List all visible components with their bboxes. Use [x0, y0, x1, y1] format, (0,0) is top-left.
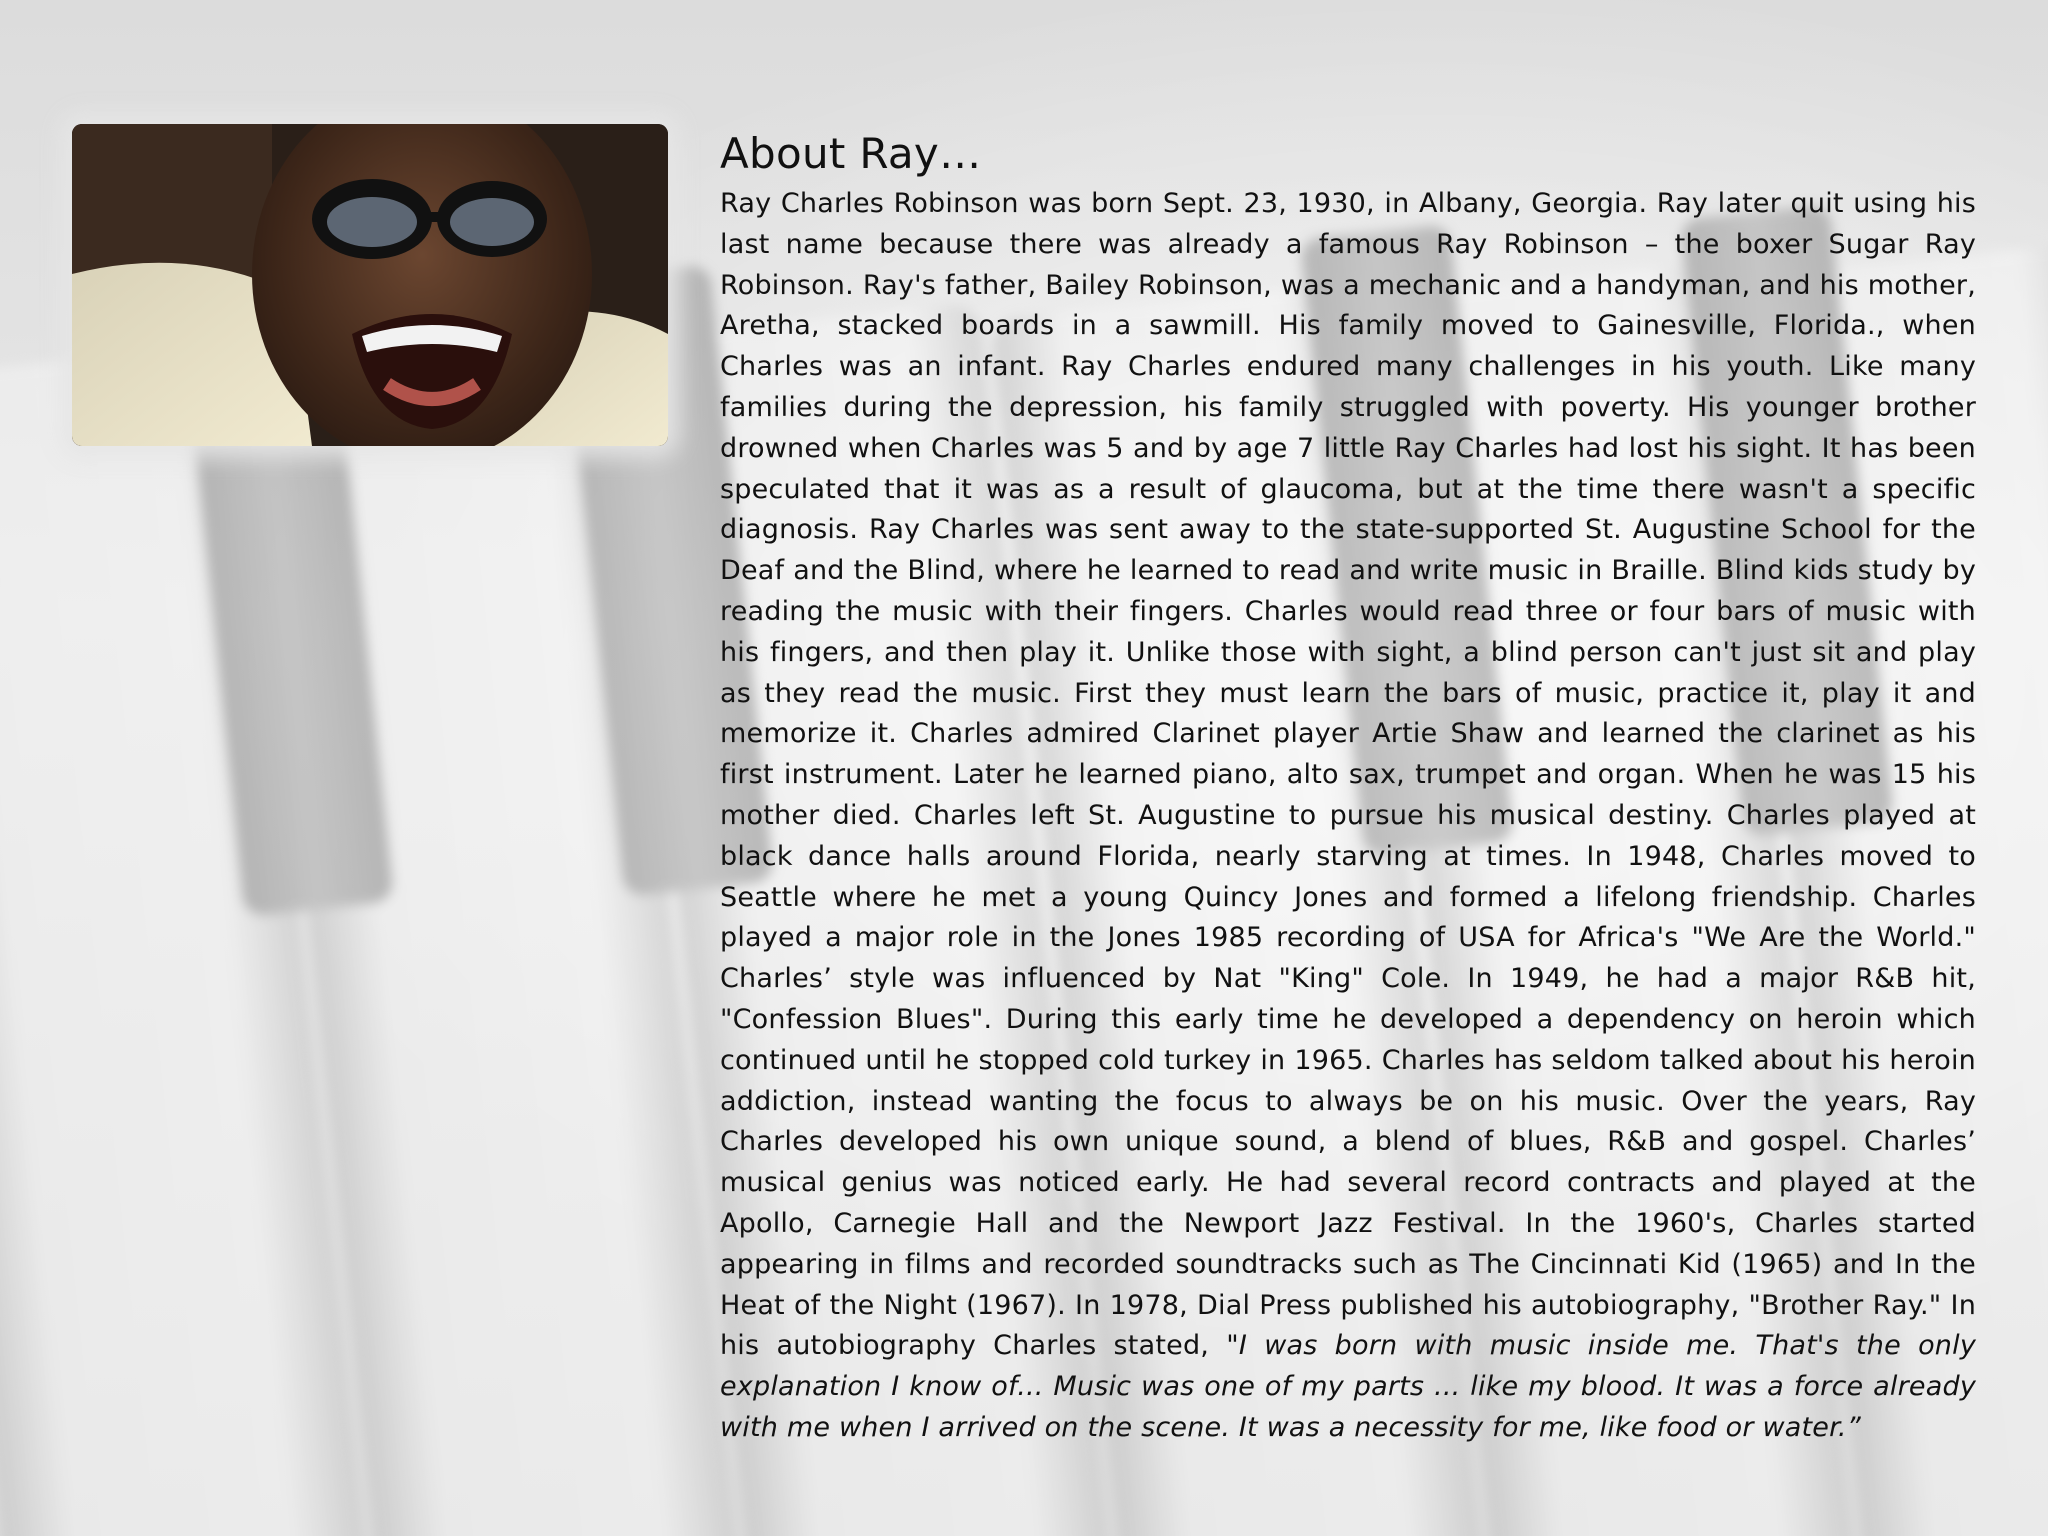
biography-paragraph: [720, 184, 1976, 1449]
content-area: [720, 128, 1976, 1449]
autobiography-quote: "I was born with music inside me. That's the only explanation I know of... Music was one of my parts ... like my blood. It was a force already with me when I arrived on the scene. It was a necessity for me, like food or water.”: [720, 1330, 1976, 1443]
slide-title: About Ray…: [720, 129, 982, 178]
biography-text: Ray Charles Robinson was born Sept. 23, 1930, in Albany, Georgia. Ray later quit using his last name because there was already a famous Ray Robinson – the boxer Sugar Ray Robinson. Ray's father, Bailey Robinson, was a mechanic and a handyman, and his mother, Aretha, stacked boards in a sawmill. His family moved to Gainesville, Florida., when Charles was an infant. Ray Charles endured many challenges in his youth. Like many families during the depression, his family struggled with poverty. His younger brother drowned when Charles was 5 and by age 7 little Ray Charles had lost his sight. It has been speculated that it was as a result of glaucoma, but at the time there wasn't a specific diagnosis. Ray Charles was sent away to the state-supported St. Augustine School for the Deaf and the Blind, where he learned to read and write music in Braille. Blind kids study by reading the music with their fingers. Charles would read three or four bars of music with his fingers, and then play it. Unlike those with sight, a blind person can't just sit and play as they read the music. First they must learn the bars of music, practice it, play it and memorize it. Charles admired Clarinet player Artie Shaw and learned the clarinet as his first instrument. Later he learned piano, alto sax, trumpet and organ. When he was 15 his mother died. Charles left St. Augustine to pursue his musical destiny. Charles played at black dance halls around Florida, nearly starving at times. In 1948, Charles moved to Seattle where he met a young Quincy Jones and formed a lifelong friendship. Charles played a major role in the Jones 1985 recording of USA for Africa's "We Are the World." Charles’ style was influenced by Nat "King" Cole. In 1949, he had a major R&B hit, "Confession Blues". During this early time he developed a dependency on heroin which continued until he stopped cold turkey in 1965. Charles has seldom talked about his heroin addiction, instead wanting the focus to always be on his music. Over the years, Ray Charles developed his own unique sound, a blend of blues, R&B and gospel. Charles’ musical genius was noticed early. He had several record contracts and played at the Apollo, Carnegie Hall and the Newport Jazz Festival. In the 1960's, Charles started appearing in films and recorded soundtracks such as The Cincinnati Kid (1965) and In the Heat of the Night (1967). In 1978, Dial Press published his autobiography, "Brother Ray." In his autobiography Charles stated,: [720, 188, 1976, 1362]
portrait-photo-icon: [72, 124, 668, 446]
portrait-photo: [72, 124, 668, 446]
